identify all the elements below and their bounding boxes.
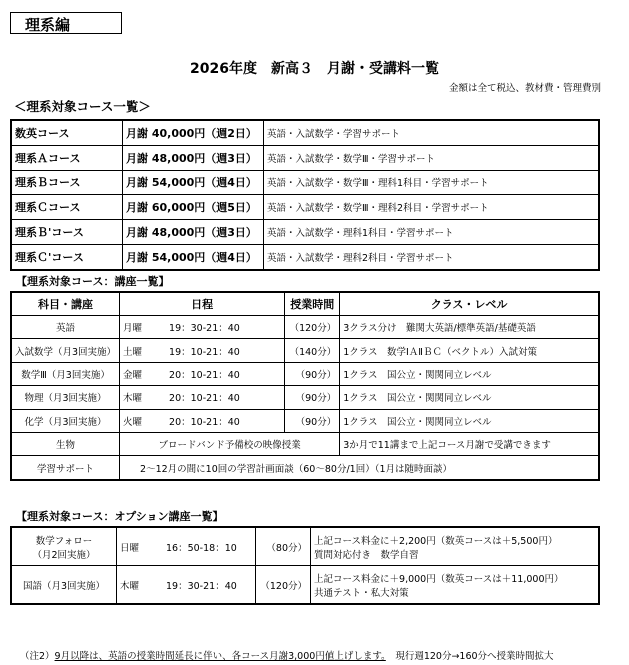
- table-row: [11, 195, 599, 220]
- lecture-day: 木曜: [120, 386, 167, 409]
- course-content: 英語・入試数学・理科1科目・学習サポート: [264, 220, 600, 245]
- course-content: 英語・入試数学・数学Ⅲ・学習サポート: [264, 145, 600, 170]
- option-subject-sub: （月2回実施）: [32, 549, 96, 561]
- lecture-schedule: ブロードバンド予備校の映像授業: [120, 432, 340, 455]
- lectures-table: [10, 291, 600, 481]
- option-detail-note: 共通テスト・私大対策: [314, 587, 409, 599]
- option-minutes: （80分）: [256, 527, 311, 566]
- table-row: [11, 220, 599, 245]
- option-detail: [311, 527, 600, 566]
- lecture-minutes: （90分）: [285, 362, 340, 385]
- lecture-subject: 学習サポート: [11, 456, 120, 480]
- course-name: 理系Ｃ'コース: [11, 244, 123, 269]
- course-fee: 月謝 54,000円（週4日）: [123, 244, 264, 269]
- option-subject-name: 数学フォロー: [35, 535, 93, 547]
- header-schedule: 日程: [120, 292, 285, 316]
- course-name: 理系Ｂコース: [11, 170, 123, 195]
- lecture-level: 1クラス 国公立・関関同立レベル: [340, 362, 599, 385]
- option-time: 19：30-21：40: [163, 566, 256, 605]
- course-content: 英語・入試数学・数学Ⅲ・理科2科目・学習サポート: [264, 195, 600, 220]
- table-row: [11, 145, 599, 170]
- lecture-subject: 生物: [11, 432, 120, 455]
- lecture-day: 土曜: [120, 339, 167, 362]
- lecture-level: 1クラス 国公立・関関同立レベル: [340, 386, 599, 409]
- option-detail-price: 上記コース料金に＋2,200円（数英コースは＋5,500円）: [314, 535, 558, 547]
- course-fee: 月謝 60,000円（週5日）: [123, 195, 264, 220]
- lecture-level: 1クラス 国公立・関関同立レベル: [340, 409, 599, 432]
- lecture-time: 20：10-21：40: [166, 409, 285, 432]
- options-heading: 【理系対象コース：オプション講座一覧】: [16, 510, 224, 523]
- table-row: [11, 120, 599, 145]
- table-header-row: [11, 292, 599, 316]
- header-subject: 科目・講座: [11, 292, 120, 316]
- lecture-time: 19：10-21：40: [166, 339, 285, 362]
- table-row: [11, 362, 599, 385]
- course-fee: 月謝 54,000円（週4日）: [123, 170, 264, 195]
- lecture-subject: 物理（月3回実施）: [11, 386, 120, 409]
- courses-heading: ＜理系対象コース一覧＞: [14, 99, 151, 114]
- header-level: クラス・レベル: [340, 292, 599, 316]
- lectures-heading: 【理系対象コース：講座一覧】: [16, 275, 170, 288]
- courses-table: [10, 119, 600, 271]
- course-name: 理系Ｃコース: [11, 195, 123, 220]
- lecture-day: 月曜: [120, 316, 167, 339]
- lecture-minutes: （140分）: [285, 339, 340, 362]
- course-content: 英語・入試数学・学習サポート: [264, 120, 600, 145]
- table-row: [11, 339, 599, 362]
- table-row: [11, 170, 599, 195]
- option-subject: [11, 566, 117, 605]
- price-note: 金額は全て税込、教材費・管理費別: [448, 83, 601, 94]
- lecture-minutes: （120分）: [285, 316, 340, 339]
- table-row: [11, 527, 599, 566]
- lecture-subject: 数学Ⅲ（月3回実施）: [11, 362, 120, 385]
- table-row: [11, 566, 599, 605]
- option-day: 日曜: [117, 527, 164, 566]
- course-content: 英語・入試数学・数学Ⅲ・理科1科目・学習サポート: [264, 170, 600, 195]
- course-fee: 月謝 48,000円（週3日）: [123, 145, 264, 170]
- option-detail: [311, 566, 600, 605]
- lecture-day: 金曜: [120, 362, 167, 385]
- course-fee: 月謝 48,000円（週3日）: [123, 220, 264, 245]
- section-tag-label: 理系編: [25, 16, 71, 34]
- course-name: 理系Ａコース: [11, 145, 123, 170]
- lecture-subject: 入試数学（月3回実施）: [11, 339, 120, 362]
- lecture-time: 20：10-21：40: [166, 386, 285, 409]
- header-duration: 授業時間: [285, 292, 340, 316]
- table-row: [11, 244, 599, 269]
- lecture-level: 3か月で11講まで上記コース月謝で受講できます: [340, 432, 599, 455]
- lecture-time: 20：10-21：40: [166, 362, 285, 385]
- table-row: [11, 409, 599, 432]
- lecture-level: 3クラス分け 難関大英語/標準英語/基礎英語: [340, 316, 599, 339]
- option-time: 16：50-18：10: [163, 527, 256, 566]
- lecture-time: 19：30-21：40: [166, 316, 285, 339]
- lecture-schedule: 2～12月の間に10回の学習計画面談（60～80分/1回）（1月は随時面談）: [120, 456, 599, 480]
- footnote: [20, 648, 554, 662]
- course-name: 数英コース: [11, 120, 123, 145]
- option-day: 木曜: [117, 566, 164, 605]
- footnote-prefix: （注2）: [20, 651, 55, 662]
- footnote-underlined: 9月以降は、英語の授業時間延長に伴い、各コース月謝3,000円値上げします。: [54, 651, 386, 662]
- option-subject: [11, 527, 117, 566]
- course-content: 英語・入試数学・理科2科目・学習サポート: [264, 244, 600, 269]
- option-minutes: （120分）: [256, 566, 311, 605]
- table-row: [11, 386, 599, 409]
- option-detail-price: 上記コース料金に＋9,000円（数英コースは＋11,000円）: [314, 573, 564, 585]
- course-fee: 月謝 40,000円（週2日）: [123, 120, 264, 145]
- option-subject-name: 国語（月3回実施）: [22, 580, 106, 592]
- lecture-subject: 英語: [11, 316, 120, 339]
- course-name: 理系Ｂ'コース: [11, 220, 123, 245]
- table-row: [11, 456, 599, 480]
- page-title: 2026年度 新高３ 月謝・受講料一覧: [190, 61, 439, 77]
- table-row: [11, 432, 599, 455]
- table-row: [11, 316, 599, 339]
- lecture-minutes: （90分）: [285, 409, 340, 432]
- lecture-level: 1クラス 数学ⅠＡⅡＢＣ（ベクトル）入試対策: [340, 339, 599, 362]
- section-tag: [10, 12, 122, 34]
- option-detail-note: 質問対応付き 数学自習: [314, 549, 419, 561]
- lecture-day: 火曜: [120, 409, 167, 432]
- options-table: [10, 526, 600, 605]
- lecture-minutes: （90分）: [285, 386, 340, 409]
- lecture-subject: 化学（月3回実施）: [11, 409, 120, 432]
- footnote-suffix: 現行週120分→160分へ授業時間拡大: [385, 651, 554, 662]
